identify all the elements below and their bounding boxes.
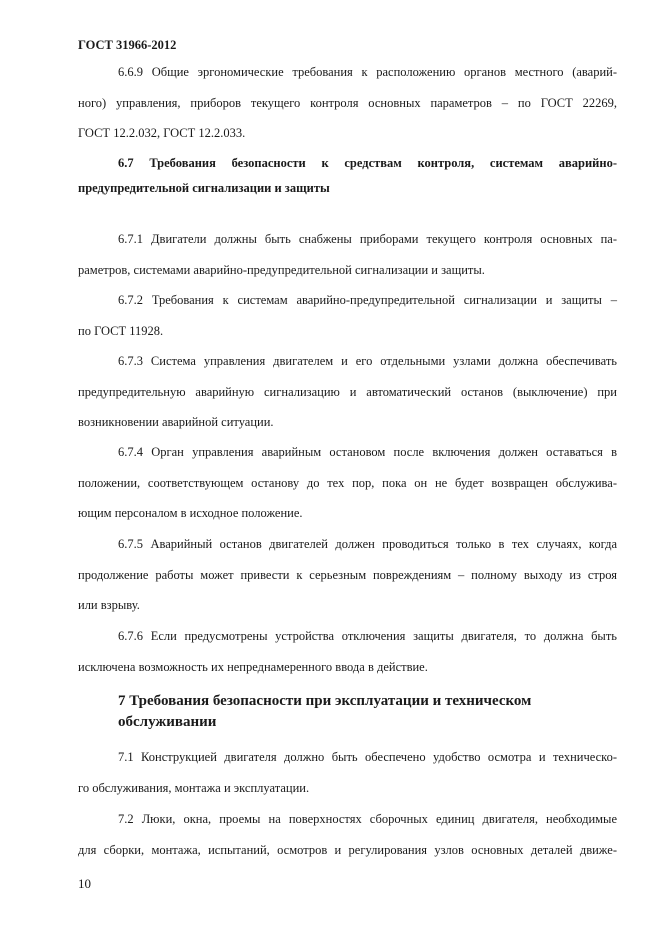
- subsection-heading-6-7: [78, 148, 617, 203]
- section-heading-7: [118, 691, 598, 733]
- text-line: 6.7.1 Двигатели должны быть снабжены приборами текущего контроля основных па-: [118, 232, 617, 246]
- text-line: 6.7.3 Система управления двигателем и его отдельными узлами должна обеспечивать: [118, 354, 617, 368]
- heading-line: 6.7 Требования безопасности к средствам контроля, системам аварийно-: [118, 156, 617, 170]
- text-line: или взрыву.: [78, 598, 140, 612]
- document-code-header: ГОСТ 31966-2012: [78, 38, 177, 52]
- text-line: ГОСТ 12.2.032, ГОСТ 12.2.033.: [78, 126, 246, 140]
- heading-line: обслуживании: [118, 714, 217, 730]
- text-line: положении, соответствующем останову до тех пор, пока он не будет возвращен обслужива-: [78, 475, 617, 490]
- text-line: для сборки, монтажа, испытаний, осмотров и регулирования узлов основных деталей движе-: [78, 842, 617, 857]
- paragraph-6-7-1: [78, 224, 617, 285]
- paragraph-7-1: [78, 742, 617, 803]
- page-number: 10: [78, 876, 91, 891]
- text-line: 6.7.4 Орган управления аварийным остановом после включения должен оставаться в: [118, 445, 617, 459]
- text-line: продолжение работы может привести к серьезным повреждениям – полному выходу из строя: [78, 567, 617, 582]
- paragraph-6-7-6: [78, 621, 617, 682]
- text-line: 6.6.9 Общие эргономические требования к расположению органов местного (аварий-: [118, 65, 617, 79]
- text-line: предупредительную аварийную сигнализацию и автоматический останов (выключение) при: [78, 384, 617, 399]
- paragraph-7-2: [78, 804, 617, 865]
- paragraph-6-7-2: [78, 285, 617, 346]
- paragraph-6-7-4: [78, 437, 617, 529]
- heading-line: 7 Требования безопасности при эксплуатации и техническом: [118, 693, 532, 709]
- text-line: 6.7.2 Требования к системам аварийно-предупредительной сигнализации и защиты –: [118, 293, 617, 307]
- text-line: раметров, системами аварийно-предупредительной сигнализации и защиты.: [78, 262, 485, 277]
- text-line: 6.7.5 Аварийный останов двигателей должен проводиться только в тех случаях, когда: [118, 537, 617, 551]
- paragraph-6-7-5: [78, 529, 617, 621]
- text-line: 7.1 Конструкцией двигателя должно быть обеспечено удобство осмотра и техническо-: [118, 750, 617, 764]
- text-line: го обслуживания, монтажа и эксплуатации.: [78, 780, 310, 795]
- text-line: 7.2 Люки, окна, проемы на поверхностях сборочных единиц двигателя, необходимые: [118, 812, 617, 826]
- text-line: по ГОСТ 11928.: [78, 323, 164, 338]
- text-line: ющим персоналом в исходное положение.: [78, 506, 303, 520]
- paragraph-6-7-3: [78, 346, 617, 438]
- text-line: ного) управления, приборов текущего контроля основных параметров – по ГОСТ 22269,: [78, 95, 617, 110]
- text-line: 6.7.6 Если предусмотрены устройства отключения защиты двигателя, то должна быть: [118, 629, 617, 643]
- text-line: исключена возможность их непреднамеренного ввода в действие.: [78, 659, 428, 674]
- paragraph-6-6-9: [78, 57, 617, 149]
- heading-line: предупредительной сигнализации и защиты: [78, 180, 330, 195]
- text-line: возникновении аварийной ситуации.: [78, 415, 274, 429]
